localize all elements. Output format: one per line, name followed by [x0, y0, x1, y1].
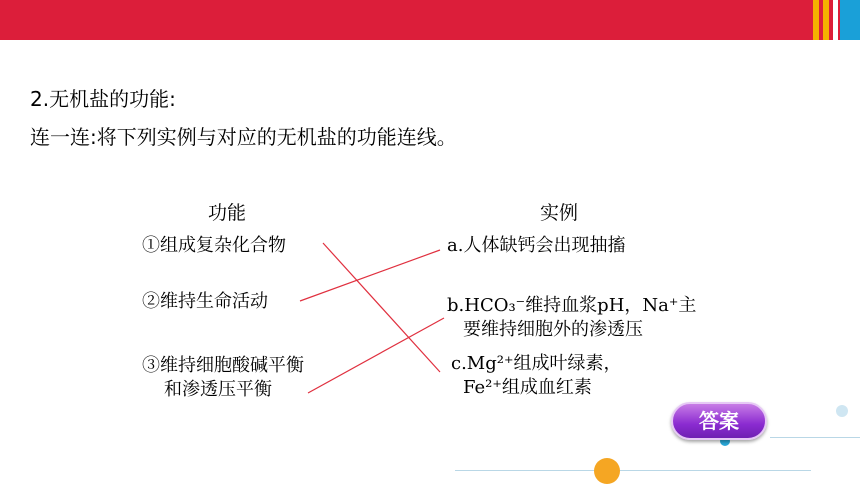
functions-column-title: 功能 — [208, 202, 247, 224]
function-item-3-cont: 和渗透压平衡 — [164, 379, 272, 400]
decor-dot-blue — [836, 405, 848, 417]
example-c: c.Mg²⁺组成叶绿素， — [451, 353, 622, 374]
example-b: b.HCO₃⁻维持血浆pH，Na⁺主 — [447, 295, 697, 316]
examples-column-title: 实例 — [540, 202, 579, 224]
function-item-3: ③维持细胞酸碱平衡 — [142, 355, 304, 376]
function-item-1: ①组成复杂化合物 — [142, 235, 286, 256]
example-c-cont: Fe²⁺组成血红素 — [463, 377, 592, 398]
example-b-cont: 要维持细胞外的渗透压 — [463, 319, 643, 340]
connector-3-b — [308, 318, 444, 393]
section-title: 2.无机盐的功能: — [30, 87, 176, 111]
instruction-text: 连一连:将下列实例与对应的无机盐的功能连线。 — [30, 125, 457, 149]
answer-button[interactable]: 答案 — [671, 402, 767, 440]
connector-2-a — [300, 250, 440, 301]
example-a: a.人体缺钙会出现抽搐 — [447, 235, 626, 256]
decor-line — [770, 437, 860, 438]
function-item-2: ②维持生命活动 — [142, 291, 268, 312]
decor-line — [455, 470, 811, 471]
decor-dot-orange — [594, 458, 620, 484]
